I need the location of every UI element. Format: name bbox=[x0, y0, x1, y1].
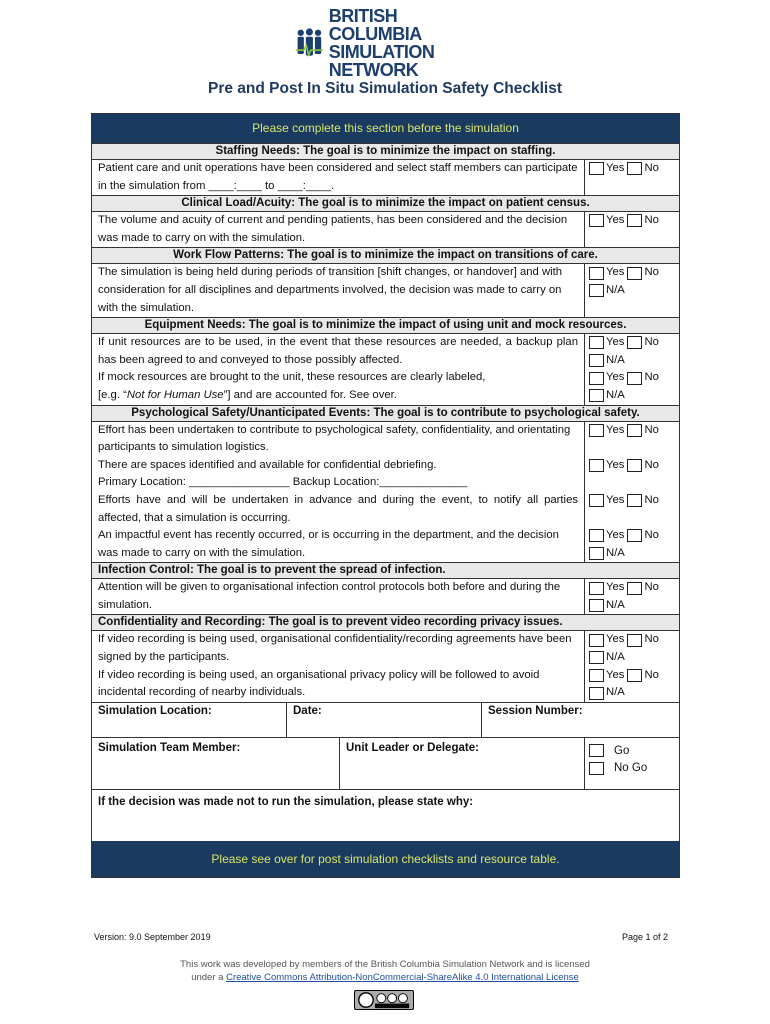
confidentiality-row-1: If video recording is being used, organisational confidentiality/recording agreements have been signed by the participants. Yes No N/A bbox=[92, 630, 679, 666]
workflow-yes-checkbox[interactable] bbox=[589, 267, 604, 280]
signoff-row: Simulation Team Member: Unit Leader or Delegate: Go No Go bbox=[92, 737, 679, 789]
psych4-na-checkbox[interactable] bbox=[589, 547, 604, 560]
cc-by-nc-sa-icon bbox=[354, 990, 414, 1010]
top-banner: Please complete this section before the simulation bbox=[92, 114, 679, 143]
conf2-yes-checkbox[interactable] bbox=[589, 669, 604, 682]
page-number: Page 1 of 2 bbox=[622, 932, 669, 942]
psych-text-4: An impactful event has recently occurred, or is occurring in the department, and the decision was made to carry on with the simulation. bbox=[92, 527, 585, 562]
license-notice: This work was developed by members of the British Columbia Simulation Network and is licensed under a Creative Commons Attribution-NonCommercial-ShareAlike 4.0 International License bbox=[180, 959, 590, 983]
psych2-yes-checkbox[interactable] bbox=[589, 459, 604, 472]
confidentiality-text-2: If video recording is being used, an organisational privacy policy will be followed to avoid incidental recording of nearby individuals. bbox=[92, 667, 585, 702]
equipment-mock-yes-checkbox[interactable] bbox=[589, 372, 604, 385]
psych1-no-checkbox[interactable] bbox=[627, 424, 642, 437]
psych-text-3: Efforts have and will be undertaken in advance and during the event, to notify all parties affected, that a simulation is occurring. bbox=[92, 492, 585, 527]
infection-na-checkbox[interactable] bbox=[589, 599, 604, 612]
equipment-heading: Equipment Needs: The goal is to minimize the impact of using unit and mock resources. bbox=[92, 317, 679, 333]
psych1-yes-checkbox[interactable] bbox=[589, 424, 604, 437]
equipment-unit-yes-checkbox[interactable] bbox=[589, 336, 604, 349]
staffing-heading: Staffing Needs: The goal is to minimize the impact on staffing. bbox=[92, 143, 679, 159]
date-field[interactable]: Date: bbox=[287, 703, 482, 737]
org-name-line1: BRITISH COLUMBIA bbox=[328, 6, 422, 44]
equipment-unit-na-checkbox[interactable] bbox=[589, 354, 604, 367]
team-member-field[interactable]: Simulation Team Member: bbox=[92, 738, 340, 789]
psych-row-1: Effort has been undertaken to contribute to psychological safety, confidentiality, and orientating participants to simulation logistics. Yes No bbox=[92, 421, 679, 457]
conf1-na-checkbox[interactable] bbox=[589, 651, 604, 664]
clinical-yes-checkbox[interactable] bbox=[589, 214, 604, 227]
psych-text-1: Effort has been undertaken to contribute to psychological safety, confidentiality, and orientating participants to simulation logistics. bbox=[92, 422, 585, 457]
staffing-no-checkbox[interactable] bbox=[627, 162, 642, 175]
psych3-yes-checkbox[interactable] bbox=[589, 494, 604, 507]
infection-text: Attention will be given to organisational infection control protocols both before and during the simulation. bbox=[92, 579, 585, 614]
org-name-line2: SIMULATION NETWORK bbox=[328, 42, 435, 80]
staffing-row: Patient care and unit operations have been considered and select staff members can participate in the simulation from ____:____ to ____:____. Yes No bbox=[92, 159, 679, 195]
psych-heading: Psychological Safety/Unanticipated Events: The goal is to contribute to psychological safety. bbox=[92, 405, 679, 421]
clinical-row: The volume and acuity of current and pending patients, has been considered and the decision was made to carry on with the simulation. Yes No bbox=[92, 211, 679, 247]
simulation-location-field[interactable]: Simulation Location: bbox=[92, 703, 287, 737]
infection-heading: Infection Control: The goal is to prevent the spread of infection. bbox=[92, 562, 679, 578]
clinical-text: The volume and acuity of current and pending patients, has been considered and the decision was made to carry on with the simulation. bbox=[92, 212, 585, 247]
page-title: Pre and Post In Situ Simulation Safety Checklist bbox=[208, 80, 562, 97]
psych4-yes-checkbox[interactable] bbox=[589, 529, 604, 542]
psych3-no-checkbox[interactable] bbox=[627, 494, 642, 507]
equipment-row-unit: If unit resources are to be used, in the event that these resources are needed, a backup plan has been agreed to and conveyed to those possibly affected. Yes No N/A bbox=[92, 333, 679, 369]
checklist-form bbox=[91, 113, 680, 878]
workflow-heading: Work Flow Patterns: The goal is to minimize the impact on transitions of care. bbox=[92, 247, 679, 263]
psych4-no-checkbox[interactable] bbox=[627, 529, 642, 542]
equipment-mock-text: If mock resources are brought to the unit, these resources are clearly labeled, [e.g. “Not for Human Use”] and are accounted for. See over. bbox=[92, 369, 585, 404]
psych-row-3: Efforts have and will be undertaken in advance and during the event, to notify all parties affected, that a simulation is occurring. Yes No bbox=[92, 492, 679, 527]
workflow-text: The simulation is being held during periods of transition [shift changes, or handover] and with consideration for all disciplines and departments involved, the decision was made to carry on with the simulation. bbox=[92, 264, 585, 317]
decision-reason-field[interactable]: If the decision was made not to run the simulation, please state why: bbox=[92, 789, 679, 841]
session-number-field[interactable]: Session Number: bbox=[488, 704, 583, 717]
conf1-no-checkbox[interactable] bbox=[627, 634, 642, 647]
psych-row-2: There are spaces identified and available for confidential debriefing. Primary Location: ________________ Backup Location:______________ Yes No bbox=[92, 457, 679, 492]
confidentiality-heading: Confidentiality and Recording: The goal is to prevent video recording privacy issues. bbox=[92, 614, 679, 630]
infection-row: Attention will be given to organisational infection control protocols both before and during the simulation. Yes No N/A bbox=[92, 578, 679, 614]
workflow-na-checkbox[interactable] bbox=[589, 284, 604, 297]
version-label: Version: 9.0 September 2019 bbox=[94, 932, 211, 942]
psych-row-4: An impactful event has recently occurred, or is occurring in the department, and the decision was made to carry on with the simulation. Yes No N/A bbox=[92, 527, 679, 562]
staffing-yes-checkbox[interactable] bbox=[589, 162, 604, 175]
equipment-mock-na-checkbox[interactable] bbox=[589, 389, 604, 402]
clinical-no-checkbox[interactable] bbox=[627, 214, 642, 227]
conf2-na-checkbox[interactable] bbox=[589, 687, 604, 700]
psych-text-2: There are spaces identified and available for confidential debriefing. Primary Location: ________________ Backup Location:______________ bbox=[92, 457, 585, 492]
workflow-row: The simulation is being held during periods of transition [shift changes, or handover] and with consideration for all disciplines and departments involved, the decision was made to carry on with the simulation. Yes No N/A bbox=[92, 263, 679, 317]
people-group-icon bbox=[296, 24, 323, 62]
go-checkbox[interactable] bbox=[589, 744, 604, 757]
workflow-no-checkbox[interactable] bbox=[627, 267, 642, 280]
psych2-no-checkbox[interactable] bbox=[627, 459, 642, 472]
confidentiality-row-2: If video recording is being used, an organisational privacy policy will be followed to avoid incidental recording of nearby individuals. Yes No N/A bbox=[92, 667, 679, 702]
equipment-unit-no-checkbox[interactable] bbox=[627, 336, 642, 349]
clinical-heading: Clinical Load/Acuity: The goal is to minimize the impact on patient census. bbox=[92, 195, 679, 211]
unit-leader-field[interactable]: Unit Leader or Delegate: bbox=[340, 738, 585, 789]
bc-sim-logo bbox=[296, 6, 486, 80]
staffing-text: Patient care and unit operations have been considered and select staff members can participate in the simulation from ____:____ to ____:____. bbox=[92, 160, 585, 195]
conf2-no-checkbox[interactable] bbox=[627, 669, 642, 682]
equipment-unit-text: If unit resources are to be used, in the event that these resources are needed, a backup plan has been agreed to and conveyed to those possibly affected. bbox=[92, 334, 585, 369]
equipment-row-mock: If mock resources are brought to the unit, these resources are clearly labeled, [e.g. “Not for Human Use”] and are accounted for. See over. Yes No N/A bbox=[92, 369, 679, 404]
confidentiality-text-1: If video recording is being used, organisational confidentiality/recording agreements have been signed by the participants. bbox=[92, 631, 585, 666]
license-link[interactable]: Creative Commons Attribution-NonCommercial-ShareAlike 4.0 International License bbox=[226, 972, 579, 983]
infection-no-checkbox[interactable] bbox=[627, 582, 642, 595]
bottom-banner: Please see over for post simulation checklists and resource table. bbox=[92, 841, 679, 877]
equipment-mock-no-checkbox[interactable] bbox=[627, 372, 642, 385]
nogo-checkbox[interactable] bbox=[589, 762, 604, 775]
infection-yes-checkbox[interactable] bbox=[589, 582, 604, 595]
conf1-yes-checkbox[interactable] bbox=[589, 634, 604, 647]
session-meta-row bbox=[92, 702, 679, 737]
